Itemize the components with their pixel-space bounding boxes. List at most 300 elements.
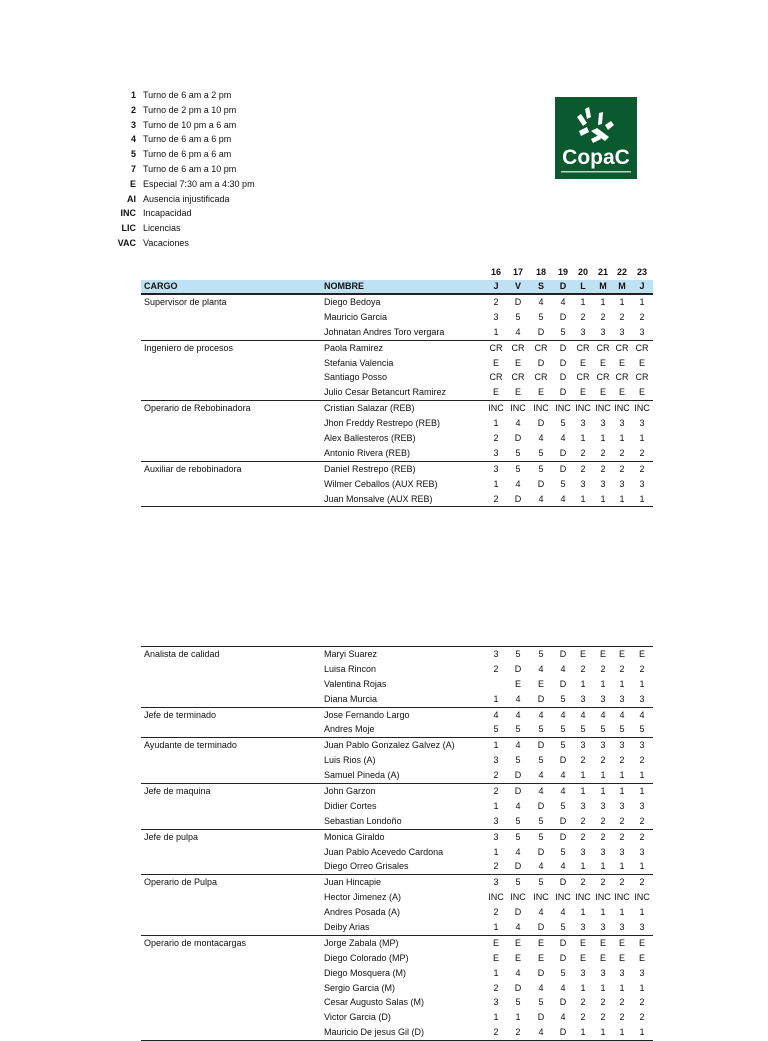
legend-description: Ausencia injustificada <box>143 193 230 204</box>
table-row <box>141 905 653 920</box>
shift-cell: 1 <box>580 982 586 993</box>
employee-name: Sebastian Londoño <box>324 815 402 826</box>
table-row <box>141 753 653 768</box>
shift-cell: D <box>559 311 567 322</box>
legend-description: Turno de 2 pm a 10 pm <box>143 104 237 115</box>
shift-cell: 5 <box>515 755 521 766</box>
shift-cell: CR <box>489 372 503 383</box>
shift-cell: D <box>559 755 567 766</box>
table-row <box>141 859 653 874</box>
table-row <box>141 966 653 981</box>
shift-cell: 2 <box>639 447 645 458</box>
shift-cell: 1 <box>639 861 645 872</box>
shift-cell: D <box>537 357 545 368</box>
table-row <box>141 646 653 662</box>
day-letter: L <box>580 281 586 291</box>
shift-cell: 3 <box>580 922 586 933</box>
shift-cell: 1 <box>493 418 499 429</box>
shift-cell: 3 <box>493 755 499 766</box>
day-number: 23 <box>636 267 647 277</box>
shift-cell: INC <box>510 892 526 903</box>
shift-cell: 1 <box>619 433 625 444</box>
employee-name: Juan Pablo Acevedo Cardona <box>324 846 444 857</box>
shift-cell: 4 <box>538 493 544 504</box>
employee-name: Didier Cortes <box>324 800 377 811</box>
shift-cell: 1 <box>639 786 645 797</box>
shift-cell: D <box>537 418 545 429</box>
day-letter: J <box>639 281 645 291</box>
shift-cell: 5 <box>560 800 566 811</box>
shift-cell: 2 <box>619 447 625 458</box>
table-row <box>141 995 653 1010</box>
day-letter: M <box>599 281 607 291</box>
shift-cell: 5 <box>515 997 521 1008</box>
employee-name: Luis Rios (A) <box>324 755 376 766</box>
cargo-cell: Jefe de maquina <box>144 786 211 797</box>
shift-cell: 3 <box>493 311 499 322</box>
shift-cell: 2 <box>493 907 499 918</box>
shift-cell: E <box>599 952 606 963</box>
shift-cell: D <box>514 433 522 444</box>
shift-cell: D <box>514 663 522 674</box>
shift-cell: 5 <box>538 997 544 1008</box>
shift-cell: D <box>514 982 522 993</box>
shift-cell: 2 <box>619 1012 625 1023</box>
shift-cell: D <box>559 447 567 458</box>
shift-cell: 4 <box>639 709 645 720</box>
employee-name: Juan Monsalve (AUX REB) <box>324 493 433 504</box>
shift-cell: D <box>559 831 567 842</box>
shift-cell: 3 <box>493 997 499 1008</box>
employee-name: Hector Jimenez (A) <box>324 892 402 903</box>
shift-cell: 5 <box>538 877 544 888</box>
shift-cell: INC <box>510 403 526 414</box>
shift-cell: 2 <box>515 1027 521 1038</box>
shift-cell: 2 <box>639 1012 645 1023</box>
table-row <box>141 707 653 723</box>
shift-cell: INC <box>575 403 591 414</box>
shift-cell: 5 <box>493 724 499 735</box>
schedule-top <box>141 265 653 507</box>
shift-cell: D <box>559 372 567 383</box>
shift-cell: 1 <box>600 861 606 872</box>
shift-cell: 3 <box>600 800 606 811</box>
legend-code: 3 <box>130 119 136 130</box>
employee-name: Luisa Rincon <box>324 663 377 674</box>
legend-code: E <box>129 178 136 189</box>
shift-cell: D <box>559 937 567 948</box>
shift-cell: E <box>579 649 586 659</box>
shift-cell: 2 <box>580 815 586 826</box>
shift-cell: E <box>618 357 625 368</box>
shift-cell: 1 <box>493 478 499 489</box>
shift-cell: 3 <box>619 800 625 811</box>
shift-cell: E <box>638 649 645 659</box>
employee-name: Alex Ballesteros (REB) <box>324 433 416 444</box>
shift-cell: 1 <box>600 433 606 444</box>
shift-cell: 1 <box>515 1012 521 1023</box>
day-number: 19 <box>557 267 568 277</box>
shift-cell: 1 <box>619 1027 625 1038</box>
shift-cell: 2 <box>639 755 645 766</box>
employee-name: Antonio Rivera (REB) <box>324 447 411 458</box>
table-row <box>141 1025 653 1041</box>
shift-cell: 1 <box>600 982 606 993</box>
shift-cell: 2 <box>493 770 499 781</box>
employee-name: Sergio Garcia (M) <box>324 982 396 993</box>
shift-cell: 1 <box>580 907 586 918</box>
employee-name: Stefania Valencia <box>324 357 394 368</box>
shift-cell: CR <box>615 372 629 383</box>
shift-cell: 1 <box>619 770 625 781</box>
shift-cell: 1 <box>639 982 645 993</box>
shift-cell: 2 <box>619 877 625 888</box>
shift-cell: INC <box>634 403 650 414</box>
shift-cell: E <box>638 357 645 368</box>
shift-cell: 3 <box>619 846 625 857</box>
shift-cell: 4 <box>538 663 544 674</box>
shift-cell: 4 <box>538 297 544 307</box>
table-row <box>141 400 653 416</box>
shift-cell: D <box>537 846 545 857</box>
shift-cell: 4 <box>560 861 566 872</box>
shift-cell: CR <box>511 372 525 383</box>
legend-code: 2 <box>130 104 136 115</box>
employee-name: Andres Moje <box>324 724 375 735</box>
shift-cell: E <box>492 357 499 368</box>
day-number: 20 <box>577 267 588 277</box>
shift-cell: 3 <box>580 846 586 857</box>
day-letter: V <box>514 281 521 291</box>
day-number: 16 <box>490 267 501 277</box>
table-row <box>141 935 653 951</box>
shift-cell: 1 <box>580 770 586 781</box>
legend-code: 1 <box>130 90 136 100</box>
shift-cell: D <box>559 678 567 689</box>
shift-cell: 2 <box>600 447 606 458</box>
shift-cell: 5 <box>538 463 544 474</box>
shift-cell: CR <box>615 342 629 353</box>
shift-cell: E <box>599 387 606 398</box>
employee-name: Santiago Posso <box>324 372 388 383</box>
employee-name: Deiby Arias <box>324 922 370 933</box>
legend-description: Turno de 6 pm a 6 am <box>143 149 232 160</box>
shift-cell: 2 <box>639 463 645 474</box>
table-row <box>141 416 653 431</box>
shift-cell: 4 <box>560 297 566 307</box>
shift-cell: 2 <box>580 311 586 322</box>
shift-cell: 3 <box>600 418 606 429</box>
shift-cell: E <box>579 357 586 368</box>
shift-cell: 2 <box>600 755 606 766</box>
shift-cell: 3 <box>619 326 625 337</box>
employee-name: Victor Garcia (D) <box>324 1012 391 1023</box>
shift-cell: 1 <box>619 678 625 689</box>
shift-cell: 1 <box>580 678 586 689</box>
shift-cell: 3 <box>639 740 645 751</box>
legend-code: 4 <box>130 134 136 145</box>
employee-name: Mauricio Garcia <box>324 311 388 322</box>
shift-cell: 1 <box>600 297 606 307</box>
legend-description: Licencias <box>143 223 181 234</box>
day-letter: J <box>493 281 499 291</box>
shift-cell: 2 <box>619 831 625 842</box>
shift-cell: CR <box>576 342 590 353</box>
shift-cell: CR <box>576 372 590 383</box>
shift-cell: 2 <box>600 831 606 842</box>
legend-code: LIC <box>121 223 136 234</box>
shift-cell: D <box>537 326 545 337</box>
shift-cell: 4 <box>515 922 521 933</box>
shift-cell: 3 <box>639 967 645 978</box>
shift-cell: 2 <box>639 663 645 674</box>
shift-cell: 3 <box>619 740 625 751</box>
legend-description: Turno de 6 am a 6 pm <box>143 134 232 145</box>
shift-cell: CR <box>596 372 610 383</box>
shift-cell: 4 <box>515 478 521 489</box>
shift-cell: 3 <box>600 967 606 978</box>
table-row <box>141 294 653 310</box>
shift-cell: 4 <box>560 1012 566 1023</box>
shift-cell: E <box>514 952 521 963</box>
cargo-cell: Jefe de terminado <box>144 709 217 720</box>
employee-name: Juan Pablo Gonzalez Galvez (A) <box>324 740 455 751</box>
table-row <box>141 310 653 325</box>
shift-cell: 1 <box>493 967 499 978</box>
shift-cell: 4 <box>538 907 544 918</box>
table-row <box>141 477 653 492</box>
shift-cell: D <box>559 463 567 474</box>
shift-cell: D <box>559 387 567 398</box>
cargo-cell: Jefe de pulpa <box>144 831 199 842</box>
shift-cell: 1 <box>600 786 606 797</box>
shift-cell: 2 <box>600 997 606 1008</box>
shift-cell: 4 <box>538 786 544 797</box>
shift-cell: INC <box>555 892 571 903</box>
shift-cell: 1 <box>493 922 499 933</box>
shift-cell: D <box>559 952 567 963</box>
shift-cell: 2 <box>639 877 645 888</box>
table-row <box>141 492 653 508</box>
day-number-row <box>141 265 653 280</box>
shift-cell: 1 <box>639 493 645 504</box>
table-header <box>141 280 653 294</box>
shift-cell: 1 <box>600 493 606 504</box>
shift-cell: 2 <box>493 663 499 674</box>
shift-cell: 1 <box>619 982 625 993</box>
shift-cell: E <box>618 952 625 963</box>
shift-cell: D <box>537 740 545 751</box>
shift-cell: INC <box>488 403 504 414</box>
shift-cell: 5 <box>619 724 625 735</box>
employee-name: Andres Posada (A) <box>324 907 401 918</box>
table-row <box>141 920 653 935</box>
shift-cell: 5 <box>580 724 586 735</box>
shift-cell: 1 <box>580 861 586 872</box>
shift-cell: INC <box>614 403 630 414</box>
shift-cell: 1 <box>600 907 606 918</box>
shift-cell: 1 <box>639 678 645 689</box>
cargo-cell: Supervisor de planta <box>144 297 227 307</box>
shift-cell: 5 <box>538 311 544 322</box>
shift-cell: 5 <box>538 831 544 842</box>
shift-cell: 2 <box>619 815 625 826</box>
shift-cell: INC <box>614 892 630 903</box>
shift-cell: E <box>599 357 606 368</box>
shift-cell: 4 <box>515 800 521 811</box>
shift-cell: INC <box>533 892 549 903</box>
shift-cell: 5 <box>560 418 566 429</box>
table-row <box>141 874 653 890</box>
shift-cell: 1 <box>619 493 625 504</box>
shift-cell: E <box>599 649 606 659</box>
shift-cell: 5 <box>515 649 521 659</box>
shift-cell: E <box>579 937 586 948</box>
shift-cell: 2 <box>639 815 645 826</box>
shift-cell: D <box>514 493 522 504</box>
shift-cell: 1 <box>493 1012 499 1023</box>
table-row <box>141 325 653 340</box>
shift-cell: INC <box>634 892 650 903</box>
day-number: 18 <box>535 267 546 277</box>
shift-cell: E <box>638 387 645 398</box>
legend-code: 5 <box>130 149 136 160</box>
shift-cell: 1 <box>639 297 645 307</box>
shift-cell: 5 <box>560 922 566 933</box>
shift-cell: 3 <box>639 693 645 704</box>
legend-description: Especial 7:30 am a 4:30 pm <box>143 178 255 189</box>
shift-cell: 5 <box>560 724 566 735</box>
shift-cell: D <box>514 861 522 872</box>
shift-cell: 4 <box>619 709 625 720</box>
shift-cell: 5 <box>538 815 544 826</box>
shift-cell: 3 <box>493 649 499 659</box>
table-row <box>141 356 653 371</box>
cargo-cell: Operario de Rebobinadora <box>144 403 251 414</box>
table-row <box>141 722 653 737</box>
copac-logo <box>555 97 637 179</box>
day-letter: S <box>537 281 544 291</box>
shift-cell: 2 <box>619 311 625 322</box>
copac-logo-icon <box>555 97 637 179</box>
shift-cell: 4 <box>560 907 566 918</box>
shift-cell: E <box>492 952 499 963</box>
shift-cell: D <box>514 770 522 781</box>
shift-cell: 3 <box>580 326 586 337</box>
shift-cell: 2 <box>580 1012 586 1023</box>
employee-name: Diego Mosquera (M) <box>324 967 407 978</box>
shift-cell: D <box>514 786 522 797</box>
shift-cell: 1 <box>493 800 499 811</box>
shift-cell: 4 <box>515 740 521 751</box>
shift-cell: D <box>537 478 545 489</box>
shift-cell: 5 <box>515 815 521 826</box>
table-row <box>141 461 653 477</box>
shift-cell: D <box>537 693 545 704</box>
employee-name: Diego Orreo Grisales <box>324 861 409 872</box>
shift-cell: 2 <box>493 297 499 307</box>
day-number: 22 <box>616 267 627 277</box>
shift-cell: D <box>514 907 522 918</box>
shift-cell: 4 <box>560 709 566 720</box>
shift-cell: 3 <box>600 326 606 337</box>
shift-cell: CR <box>635 372 649 383</box>
employee-name: Johnatan Andres Toro vergara <box>324 326 445 337</box>
shift-cell: 5 <box>639 724 645 735</box>
shift-cell: 5 <box>600 724 606 735</box>
shift-cell: 4 <box>515 693 521 704</box>
shift-cell: 3 <box>600 740 606 751</box>
shift-cell: 4 <box>515 418 521 429</box>
svg-text:CopaC: CopaC <box>562 146 630 169</box>
legend-code: INC <box>120 208 136 219</box>
cargo-header: CARGO <box>144 281 178 291</box>
table-row <box>141 692 653 707</box>
shift-cell: 5 <box>538 447 544 458</box>
shift-cell: E <box>492 937 499 948</box>
schedule-bottom <box>141 646 653 1041</box>
shift-cell: 1 <box>600 1027 606 1038</box>
shift-cell: 2 <box>619 755 625 766</box>
shift-cell: 3 <box>580 967 586 978</box>
legend-description: Turno de 6 am a 2 pm <box>143 90 232 100</box>
shift-cell: 3 <box>600 478 606 489</box>
shift-cell: 3 <box>619 922 625 933</box>
shift-cell: E <box>579 387 586 398</box>
shift-cell: E <box>537 952 544 963</box>
shift-cell: 1 <box>639 433 645 444</box>
shift-cell: E <box>537 387 544 398</box>
shift-cell: D <box>537 800 545 811</box>
shift-cell: 5 <box>560 740 566 751</box>
shift-cell: CR <box>534 372 548 383</box>
shift-cell: 2 <box>493 861 499 872</box>
shift-cell: 2 <box>493 433 499 444</box>
cargo-cell: Analista de calidad <box>144 649 220 659</box>
shift-cell: 3 <box>580 478 586 489</box>
shift-cell: 1 <box>619 907 625 918</box>
shift-cell: E <box>514 937 521 948</box>
shift-cell: 1 <box>580 493 586 504</box>
shift-cell: CR <box>534 342 548 353</box>
shift-cell: E <box>537 678 544 689</box>
shift-cell: 2 <box>493 1027 499 1038</box>
shift-cell: 4 <box>538 433 544 444</box>
shift-cell: 3 <box>639 800 645 811</box>
shift-cell: 5 <box>515 724 521 735</box>
shift-cell: 2 <box>580 463 586 474</box>
shift-cell: 3 <box>580 693 586 704</box>
shift-cell: 2 <box>600 463 606 474</box>
shift-cell: 2 <box>580 997 586 1008</box>
employee-name: Jose Fernando Largo <box>324 709 410 720</box>
legend-description: Turno de 6 am a 10 pm <box>143 163 237 174</box>
shift-cell: 5 <box>560 846 566 857</box>
table-row <box>141 431 653 446</box>
table-row <box>141 385 653 400</box>
shift-cell: 2 <box>619 997 625 1008</box>
shift-cell: INC <box>555 403 571 414</box>
shift-cell: E <box>599 937 606 948</box>
shift-cell: CR <box>596 342 610 353</box>
table-row <box>141 829 653 845</box>
shift-cell: 3 <box>619 478 625 489</box>
shift-cell: 2 <box>580 877 586 888</box>
shift-cell: D <box>514 297 522 307</box>
legend-description: Incapacidad <box>143 208 192 219</box>
shift-cell: 4 <box>560 786 566 797</box>
shift-cell: D <box>559 815 567 826</box>
